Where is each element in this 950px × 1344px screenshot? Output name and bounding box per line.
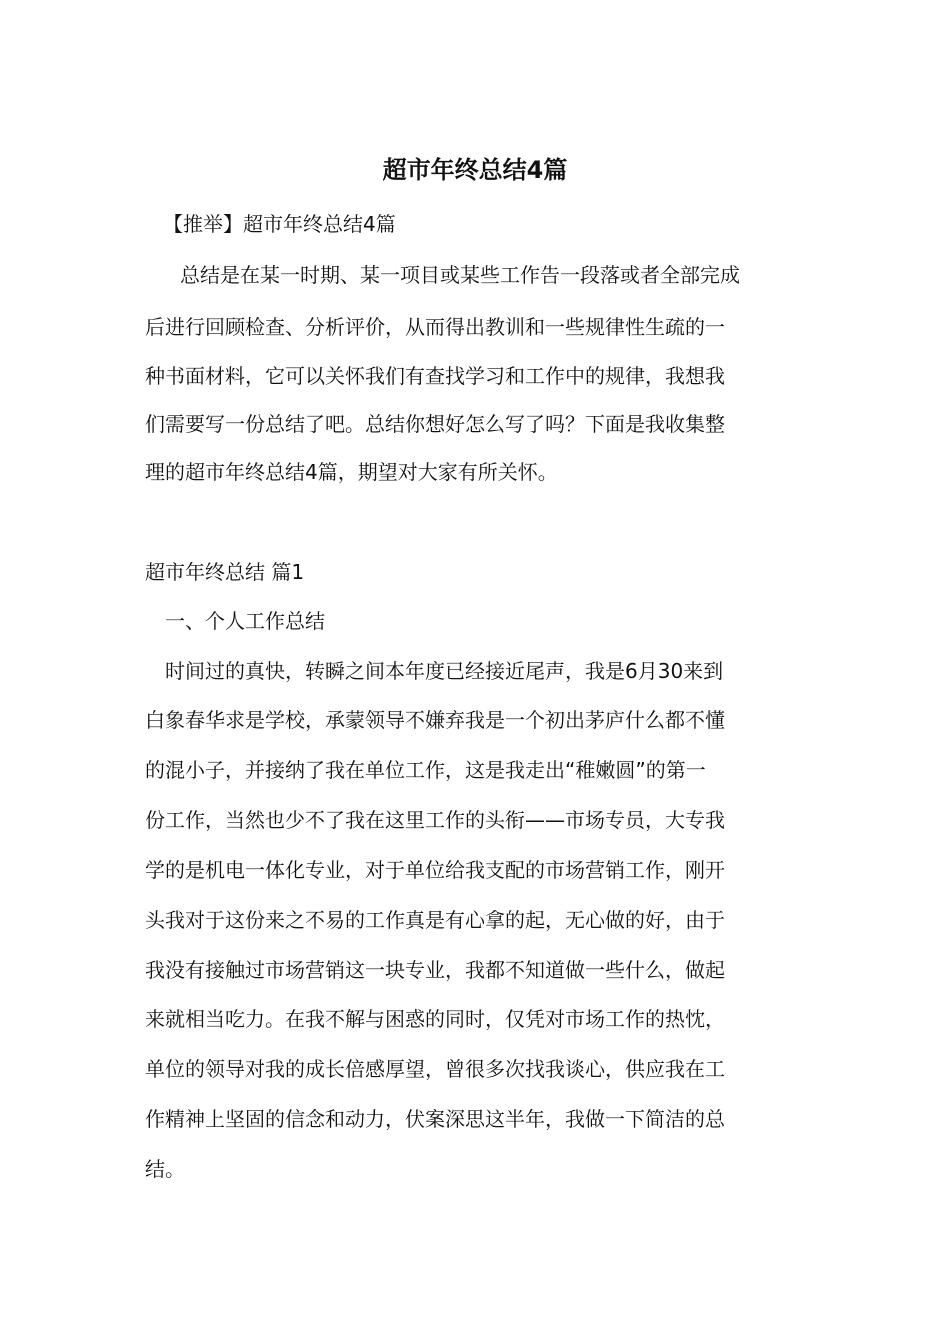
body-line: 时间过的真快，转瞬之间本年度已经接近尾声，我是6月30来到 — [165, 659, 724, 683]
body-line: 我没有接触过市场营销这一块专业，我都不知道做一些什么，做起 — [145, 958, 725, 982]
document-title: 超市年终总结4篇 — [382, 156, 568, 184]
intro-line: 们需要写一份总结了吧。总结你想好怎么写了吗？下面是我收集整 — [145, 412, 725, 436]
body-line: 作精神上坚固的信念和动力，伏案深思这半年，我做一下简洁的总 — [145, 1107, 725, 1131]
body-line: 白象春华求是学校，承蒙领导不嫌弃我是一个初出茅庐什么都不懂 — [145, 708, 725, 732]
intro-line: 种书面材料，它可以关怀我们有查找学习和工作中的规律，我想我 — [145, 364, 725, 388]
body-line: 学的是机电一体化专业，对于单位给我支配的市场营销工作，刚开 — [145, 858, 725, 882]
recommend-line: 【推举】超市年终总结4篇 — [163, 212, 396, 236]
body-line: 的混小子，并接纳了我在单位工作，这是我走出“稚嫩圆”的第一 — [145, 758, 706, 782]
intro-line: 后进行回顾检查、分析评价，从而得出教训和一些规律性生疏的一 — [145, 315, 725, 339]
intro-line: 理的超市年终总结4篇，期望对大家有所关怀。 — [145, 460, 558, 484]
section-heading: 超市年终总结 篇1 — [145, 560, 305, 584]
body-line: 来就相当吃力。在我不解与困惑的同时，仅凭对市场工作的热忱， — [145, 1007, 725, 1031]
body-line: 单位的领导对我的成长倍感厚望，曾很多次找我谈心，供应我在工 — [145, 1057, 725, 1081]
intro-line: 总结是在某一时期、某一项目或某些工作告一段落或者全部完成 — [160, 263, 740, 287]
body-line: 份工作，当然也少不了我在这里工作的头衔——市场专员，大专我 — [145, 808, 725, 832]
body-line: 头我对于这份来之不易的工作真是有心拿的起，无心做的好，由于 — [145, 908, 725, 932]
subheading: 一、个人工作总结 — [165, 609, 325, 633]
body-line: 结。 — [145, 1157, 185, 1181]
